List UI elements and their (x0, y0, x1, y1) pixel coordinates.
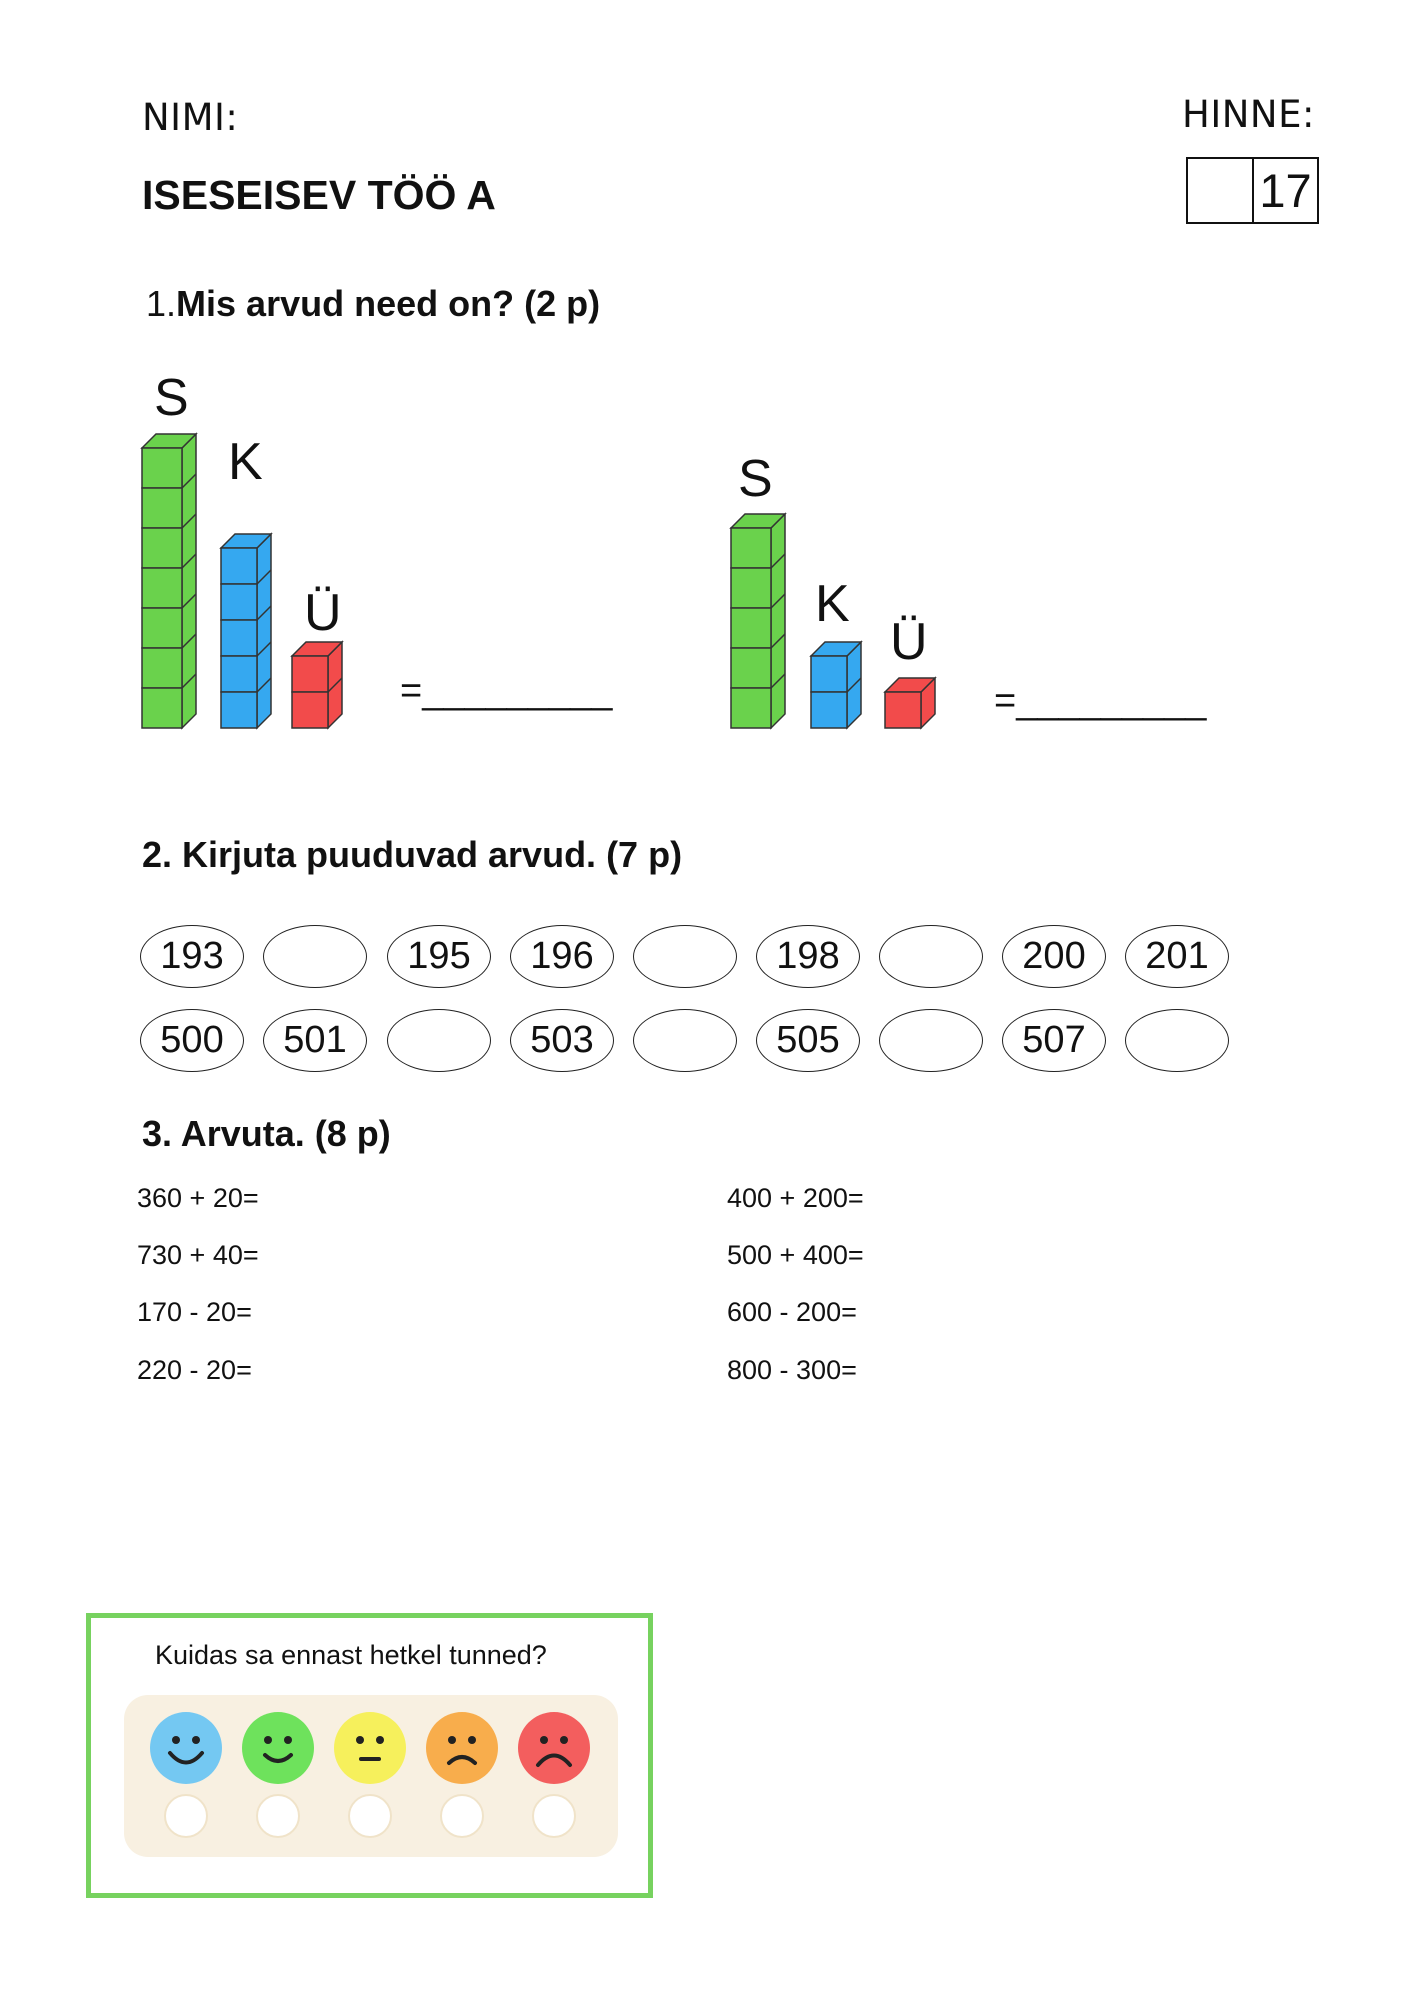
group1-tens-label: K (228, 433, 263, 491)
group2-answer-line[interactable]: =_________ (994, 680, 1207, 722)
grade-max-points: 17 (1259, 164, 1312, 217)
feeling-choice-circle[interactable] (348, 1794, 392, 1838)
sequence-blank[interactable] (879, 925, 983, 988)
feeling-choice-circle[interactable] (164, 1794, 208, 1838)
arithmetic-problem: 600 - 200= (727, 1297, 857, 1327)
feeling-choice-circle[interactable] (256, 1794, 300, 1838)
block-unit (142, 688, 182, 728)
base-ten-blocks (0, 0, 1414, 760)
sequence-blank[interactable] (1125, 1009, 1229, 1072)
group2-tens-label: K (815, 575, 850, 633)
group1-hundreds-stack (142, 434, 196, 728)
sequence-cell: 500 (140, 1009, 244, 1072)
block-unit (221, 692, 257, 728)
group2-hundreds-stack (731, 514, 785, 728)
block-unit (885, 692, 921, 728)
arithmetic-problem: 170 - 20= (137, 1297, 252, 1327)
block-unit (142, 648, 182, 688)
group1-ones-stack (292, 642, 342, 728)
sequence-cell: 200 (1002, 925, 1106, 988)
very-happy-face-icon (150, 1712, 222, 1784)
very-sad-face-icon (518, 1712, 590, 1784)
sequence-blank[interactable] (879, 1009, 983, 1072)
block-unit (221, 620, 257, 656)
name-label: NIMI: (142, 96, 239, 139)
arithmetic-problem: 220 - 20= (137, 1355, 252, 1385)
block-side-face (771, 514, 785, 728)
block-unit (142, 568, 182, 608)
sad-face-icon (426, 1712, 498, 1784)
sequence-cell: 507 (1002, 1009, 1106, 1072)
sequence-cell: 505 (756, 1009, 860, 1072)
block-unit (292, 656, 328, 692)
grade-label: HINNE: (1182, 93, 1315, 136)
block-unit (142, 608, 182, 648)
block-unit (221, 548, 257, 584)
sequence-blank[interactable] (633, 925, 737, 988)
group2-hundreds-label: S (738, 450, 773, 508)
sequence-cell: 193 (140, 925, 244, 988)
sequence-cell: 503 (510, 1009, 614, 1072)
group1-ones-label: Ü (304, 584, 342, 642)
block-unit (221, 584, 257, 620)
sequence-blank[interactable] (263, 925, 367, 988)
group2-ones-stack (885, 678, 935, 728)
block-unit (292, 692, 328, 728)
task1-text: Mis arvud need on? (2 p) (176, 283, 601, 324)
sequence-cell: 201 (1125, 925, 1229, 988)
group2-tens-stack (811, 642, 861, 728)
block-unit (731, 688, 771, 728)
block-unit (221, 656, 257, 692)
arithmetic-problem: 500 + 400= (727, 1240, 864, 1270)
sequence-cell: 195 (387, 925, 491, 988)
task3-heading: 3. Arvuta. (8 p) (142, 1113, 391, 1154)
feelings-question: Kuidas sa ennast hetkel tunned? (155, 1640, 547, 1670)
sequence-cell: 198 (756, 925, 860, 988)
block-unit (731, 568, 771, 608)
task2-heading: 2. Kirjuta puuduvad arvud. (7 p) (142, 834, 683, 875)
feeling-choice-circle[interactable] (440, 1794, 484, 1838)
block-unit (731, 648, 771, 688)
group1-hundreds-label: S (154, 369, 189, 427)
arithmetic-problem: 800 - 300= (727, 1355, 857, 1385)
block-unit (142, 448, 182, 488)
arithmetic-problem: 400 + 200= (727, 1183, 864, 1213)
group2-ones-label: Ü (890, 613, 928, 671)
task1-number: 1. (146, 283, 177, 324)
block-unit (811, 692, 847, 728)
block-unit (731, 608, 771, 648)
sequence-cell: 501 (263, 1009, 367, 1072)
block-unit (811, 656, 847, 692)
feeling-choice-circle[interactable] (532, 1794, 576, 1838)
group1-answer-line[interactable]: =_________ (400, 670, 613, 712)
page-title: ISESEISEV TÖÖ A (142, 172, 496, 218)
sequence-cell: 196 (510, 925, 614, 988)
sequence-blank[interactable] (387, 1009, 491, 1072)
block-unit (731, 528, 771, 568)
arithmetic-problem: 730 + 40= (137, 1240, 259, 1270)
group1-tens-stack (221, 534, 271, 728)
neutral-face-icon (334, 1712, 406, 1784)
happy-face-icon (242, 1712, 314, 1784)
sequence-blank[interactable] (633, 1009, 737, 1072)
block-side-face (257, 534, 271, 728)
block-side-face (182, 434, 196, 728)
block-unit (142, 488, 182, 528)
arithmetic-problem: 360 + 20= (137, 1183, 259, 1213)
block-unit (142, 528, 182, 568)
